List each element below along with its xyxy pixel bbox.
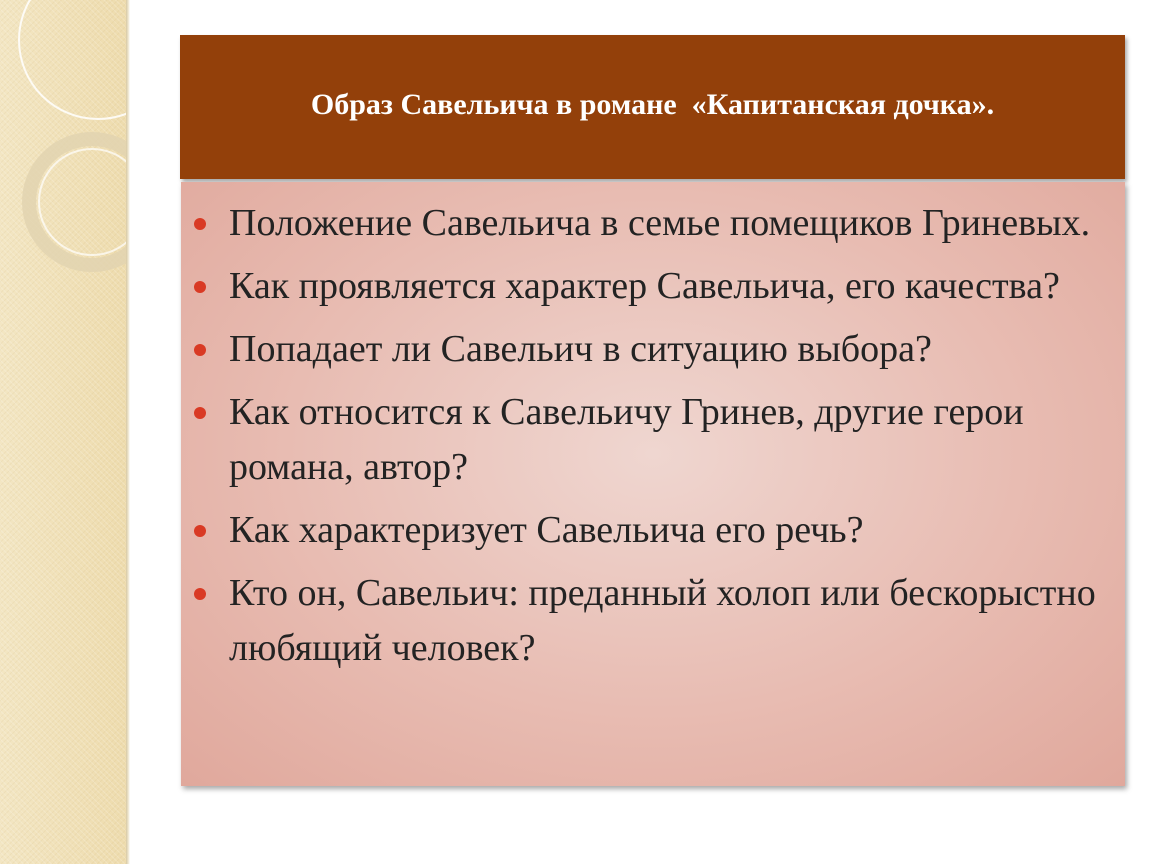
slide-title: Образ Савельича в романе «Капитанская дочка». [310, 88, 995, 121]
list-item [229, 503, 1109, 558]
list-item-text: Попадает ли Савельич в ситуацию выбора? [229, 328, 932, 370]
bullet-dot-icon [194, 407, 206, 419]
bullet-dot-icon [194, 218, 206, 230]
bullet-dot-icon [194, 525, 206, 537]
bullet-dot-icon [194, 281, 206, 293]
list-item [229, 566, 1109, 676]
list-item-text: Кто он, Савельич: преданный холоп или бескорыстно любящий человек? [229, 572, 1096, 669]
list-item-text: Положение Савельича в семье помещиков Гриневых. [229, 202, 1091, 244]
decorative-side-band [0, 0, 126, 864]
bullet-list [229, 196, 1109, 684]
side-band-edge [126, 0, 130, 864]
list-item [229, 322, 1109, 377]
list-item [229, 385, 1109, 495]
slide-title-box [180, 35, 1125, 179]
bullet-dot-icon [194, 588, 206, 600]
list-item-text: Как проявляется характер Савельича, его качества? [229, 265, 1060, 307]
ring-decoration-top [18, 0, 126, 120]
list-item [229, 196, 1109, 251]
list-item-text: Как относится к Савельичу Гринев, другие герои романа, автор? [229, 391, 1024, 488]
list-item [229, 259, 1109, 314]
slide-content-box [181, 182, 1125, 786]
list-item-text: Как характеризует Савельича его речь? [229, 509, 864, 551]
bullet-dot-icon [194, 344, 206, 356]
